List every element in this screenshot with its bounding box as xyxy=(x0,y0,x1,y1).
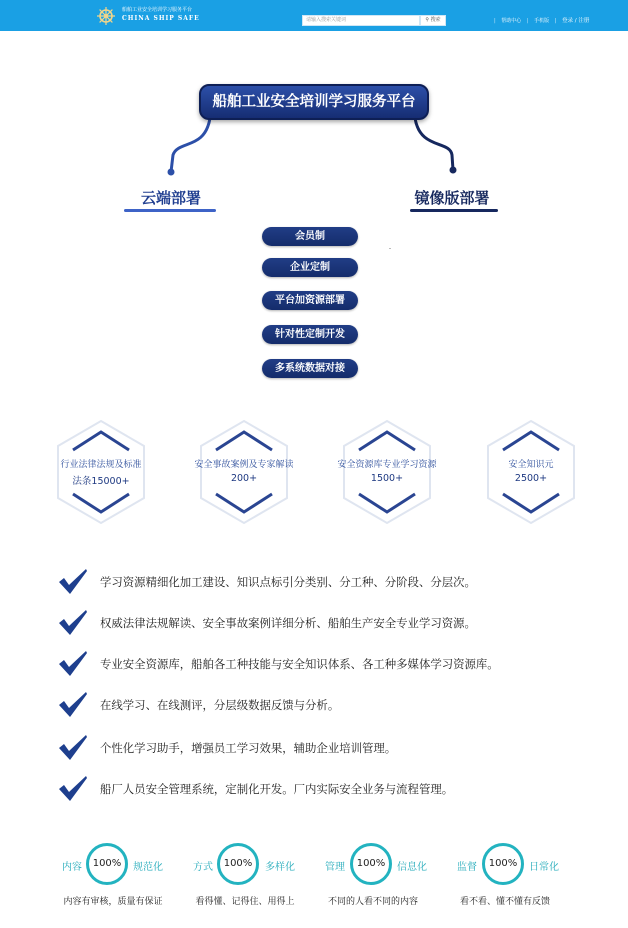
check-icon xyxy=(58,774,88,802)
check-icon xyxy=(58,567,88,595)
search-button-label: 搜索 xyxy=(430,17,441,23)
stat-block xyxy=(456,840,566,910)
stat-block xyxy=(190,840,300,910)
platform-title-badge: 船舶工业安全培训学习服务平台 xyxy=(199,84,429,120)
search-input[interactable]: 请输入搜索关键词 xyxy=(302,15,420,26)
hexagon-count: 1500+ xyxy=(370,473,404,484)
check-icon xyxy=(58,690,88,718)
hexagon-icon xyxy=(483,418,579,526)
feature-pill-custom-dev: 针对性定制开发 xyxy=(262,325,358,344)
stat-description: 看不看、懂不懂有反馈 xyxy=(459,897,550,907)
stat-left-label: 方式 xyxy=(193,862,213,873)
benefit-text: 学习资源精细化加工建设、知识点标引分类别、分工种、分阶段、分层次。 xyxy=(100,575,476,589)
hexagon-icon xyxy=(196,418,292,526)
stat-percent-circle: 100% xyxy=(86,843,128,885)
nav-divider: | xyxy=(526,18,529,24)
feature-pill-data-integration: 多系统数据对接 xyxy=(262,359,358,378)
hexagon-count: 法条15000+ xyxy=(72,476,130,487)
mirror-deploy-label: 镜像版部署 xyxy=(414,189,490,207)
stat-left-label: 管理 xyxy=(325,862,345,873)
stat-right-label: 规范化 xyxy=(133,862,163,873)
hexagon-icon xyxy=(53,418,149,526)
stat-description: 不同的人看不同的内容 xyxy=(327,897,418,907)
nav-login-link[interactable]: 登录 / 注册 xyxy=(562,18,590,24)
stat-description: 内容有审核，质量有保证 xyxy=(63,897,163,907)
mirror-deploy-underline xyxy=(410,209,498,212)
benefit-text: 专业安全资源库，船舶各工种技能与安全知识体系、各工种多媒体学习资源库。 xyxy=(100,657,499,671)
stat-right-label: 信息化 xyxy=(397,862,427,873)
stat-percent-circle: 100% xyxy=(350,843,392,885)
stat-percent-circle: 100% xyxy=(217,843,259,885)
hexagon-count: 200+ xyxy=(230,473,258,484)
hexagon-count: 2500+ xyxy=(514,473,548,484)
benefit-text: 权威法律法规解读、安全事故案例详细分析、船舶生产安全专业学习资源。 xyxy=(100,616,476,630)
check-icon xyxy=(58,608,88,636)
stat-block xyxy=(58,840,168,910)
benefit-text: 在线学习、在线测评，分层级数据反馈与分析。 xyxy=(100,698,340,712)
stat-description: 看得懂、记得住、用得上 xyxy=(195,897,295,907)
cloud-deploy-label: 云端部署 xyxy=(140,189,201,207)
hexagon-label: 安全事故案例及专家解读 xyxy=(194,460,294,470)
stat-right-label: 日常化 xyxy=(529,862,559,873)
cloud-deploy-underline xyxy=(124,209,216,212)
hexagon-icon xyxy=(339,418,435,526)
feature-pill-membership: 会员制 xyxy=(262,227,358,246)
search-icon: ⚲ xyxy=(425,17,430,23)
resource-hexagon xyxy=(196,418,292,526)
hexagon-label: 安全知识元 xyxy=(508,460,554,470)
resource-hexagon xyxy=(339,418,435,526)
stat-right-label: 多样化 xyxy=(265,862,295,873)
benefit-text: 个性化学习助手，增强员工学习效果，辅助企业培训管理。 xyxy=(100,741,397,755)
benefit-text: 船厂人员安全管理系统，定制化开发。厂内实际安全业务与流程管理。 xyxy=(100,782,454,796)
nav-divider: | xyxy=(554,18,557,24)
stat-block xyxy=(324,840,434,910)
resource-hexagon xyxy=(483,418,579,526)
nav-divider: | xyxy=(494,18,496,24)
check-icon xyxy=(58,649,88,677)
stat-percent-circle: 100% xyxy=(482,843,524,885)
stat-left-label: 内容 xyxy=(62,862,82,873)
stat-left-label: 监督 xyxy=(457,862,477,873)
feature-pill-resource-deploy: 平台加资源部署 xyxy=(262,291,358,310)
resource-hexagon xyxy=(53,418,149,526)
stray-dot xyxy=(389,248,391,249)
hexagon-label: 行业法律法规及标准 xyxy=(60,460,142,470)
feature-pill-enterprise: 企业定制 xyxy=(262,258,358,277)
nav-mobile-link[interactable]: 手机版 xyxy=(534,18,550,24)
check-icon xyxy=(58,733,88,761)
logo-cn-text: 船舶工业安全培训学习服务平台 xyxy=(122,7,193,13)
hexagon-label: 安全资源库专业学习资源 xyxy=(337,460,437,470)
logo-en-text: CHINA SHIP SAFE xyxy=(122,15,200,22)
nav-help-link[interactable]: 帮助中心 xyxy=(501,18,522,24)
